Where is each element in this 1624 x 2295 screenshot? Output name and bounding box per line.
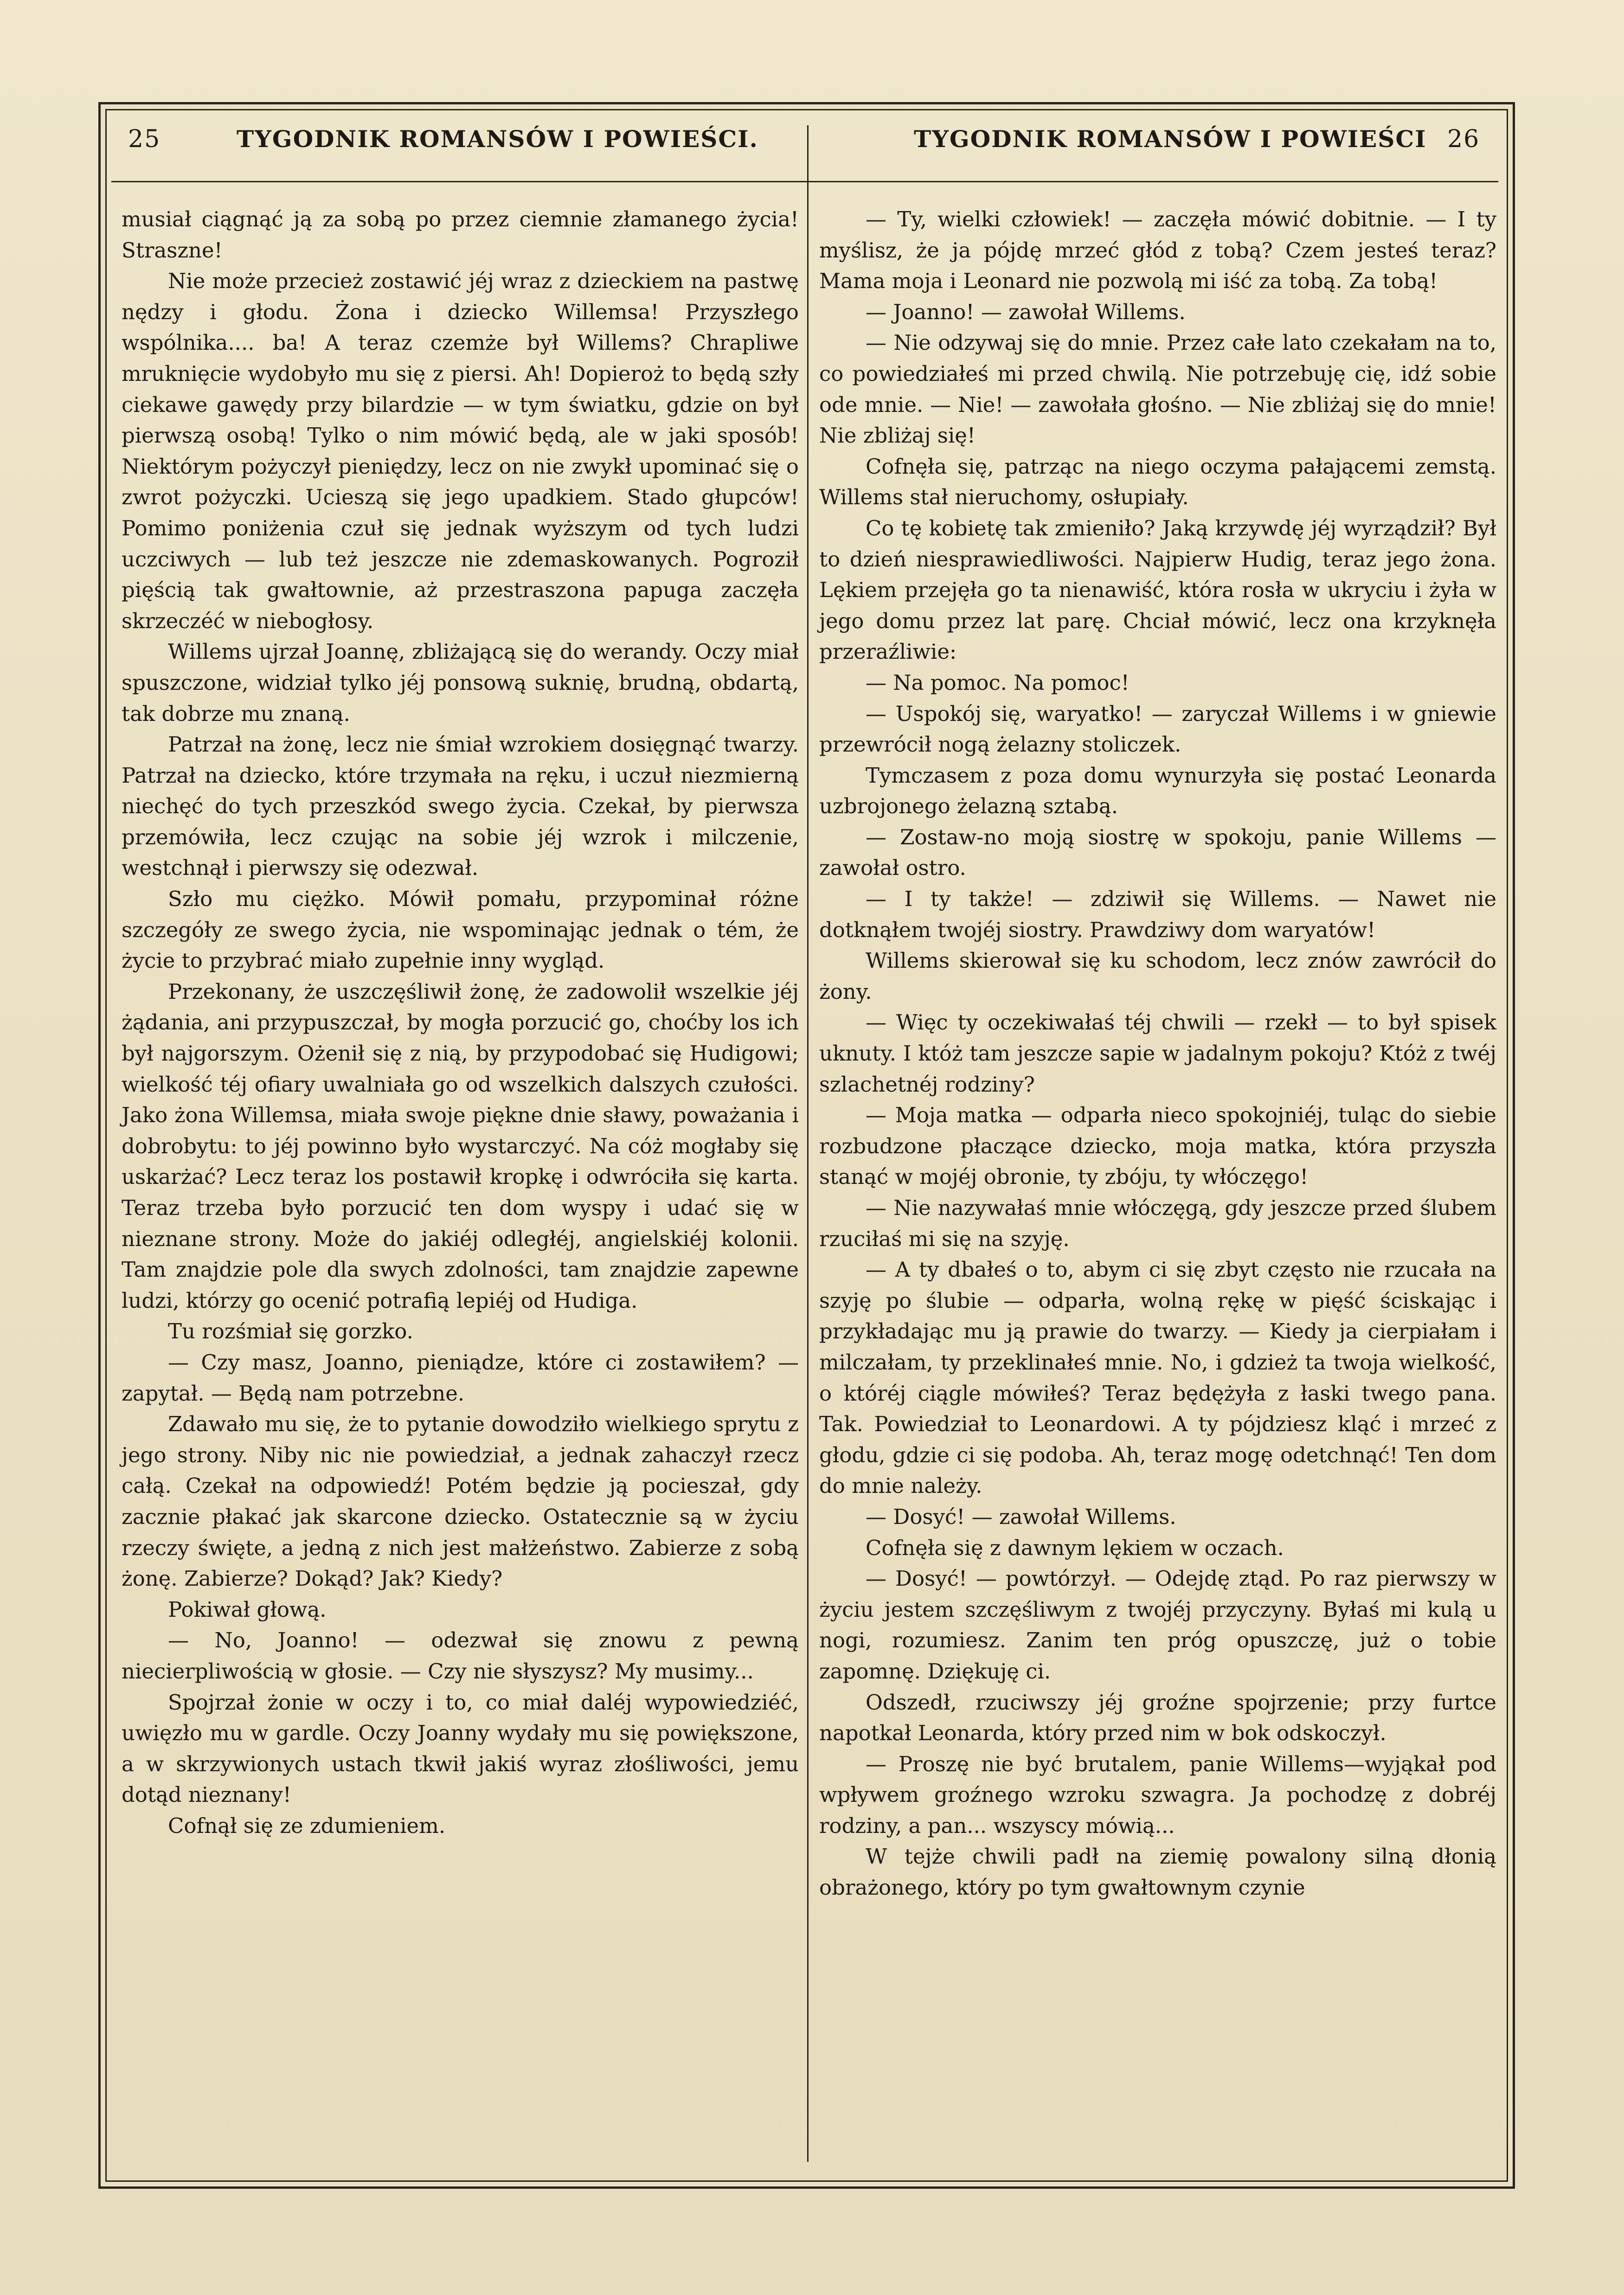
paragraph: — Dosyć! — zawołał Willems. — [866, 1504, 1176, 1529]
paragraph: — Moja matka — odparła nieco spokojniéj, tuląc do siebie rozbudzone płaczące dziecko, moja matka, która przyszła stanąć w mojéj obronie, ty zbóju, ty włóczęgo! — [819, 1103, 1496, 1189]
right-page-number: 26 — [1447, 125, 1480, 153]
paragraph: — Więc ty oczekiwałaś téj chwili — rzekł — to był spisek uknuty. I któż tam jeszcze sapie w jadalnym pokoju? Któż z twéj szlachetnéj rodziny? — [819, 1010, 1496, 1097]
left-running-title: TYGODNIK ROMANSÓW I POWIEŚCI. — [237, 125, 758, 153]
paragraph: — Zostaw-no moją siostrę w spokoju, panie Willems — zawołał ostro. — [819, 824, 1496, 881]
paragraph: Willems ujrzał Joannę, zbliżającą się do werandy. Oczy miał spuszczone, widział tylko jéj ponsową suknię, brudną, obdartą, tak dobrze mu znaną. — [122, 639, 799, 726]
paragraph: — No, Joanno! — odezwał się znowu z pewną niecierpliwością w głosie. — Czy nie słyszysz? My musimy... — [122, 1628, 799, 1684]
paragraph: Cofnęła się, patrząc na niego oczyma pałającemi zemstą. Willems stał nieruchomy, osłupiały. — [819, 454, 1496, 510]
paragraph: Willems skierował się ku schodom, lecz znów zawrócił do żony. — [819, 948, 1496, 1004]
page-header — [98, 125, 1513, 181]
left-column — [122, 204, 799, 1841]
paragraph: Patrzał na żonę, lecz nie śmiał wzrokiem dosięgnąć twarzy. Patrzał na dziecko, które trzymała na ręku, i uczuł niezmierną niechęć do tych przeszkód swego życia. Czekał, by pierwsza przemówiła, lecz czując na sobie jéj wzrok i milczenie, westchnął i pierwszy się odezwał. — [122, 732, 799, 881]
paragraph: musiał ciągnąć ją za sobą po przez ciemnie złamanego życia! Straszne! — [122, 207, 799, 263]
right-column — [819, 204, 1496, 1903]
right-running-title: TYGODNIK ROMANSÓW I POWIEŚCI — [914, 125, 1427, 153]
paragraph: — Dosyć! — powtórzył. — Odejdę ztąd. Po raz pierwszy w życiu jestem szczęśliwym z twojéj przyczyny. Byłaś mi kulą u nogi, rozumiesz. Zanim ten próg opuszczę, już o tobie zapomnę. Dziękuję ci. — [819, 1566, 1496, 1684]
paragraph: Zdawało mu się, że to pytanie dowodziło wielkiego sprytu z jego strony. Niby nic nie powiedział, a jednak zahaczył rzecz całą. Czekał na odpowiedź! Potém będzie ją pocieszał, gdy zacznie płakać jak skarcone dziecko. Ostatecznie są w życiu rzeczy święte, a jedną z nich jest małżeństwo. Zabierze z sobą żonę. Zabierze? Dokąd? Jak? Kiedy? — [122, 1412, 799, 1591]
paragraph: — Nie odzywaj się do mnie. Przez całe lato czekałam na to, co powiedziałeś mi przed chwilą. Nie potrzebuję cię, idź sobie ode mnie. — Nie! — zawołała głośno. — Nie zbliżaj się do mnie! Nie zbliżaj się! — [819, 330, 1496, 448]
paragraph: — A ty dbałeś o to, abym ci się zbyt często nie rzucała na szyję po ślubie — odparła, wolną rękę w pięść ściskając i przykładając mu ją prawie do twarzy. — Kiedy ja cierpiałam i milczałam, ty przeklinałeś mnie. No, i gdzież ta twoja wielkość, o któréj ciągle mówiłeś? Teraz będężyła z łaski twego pana. Tak. Powiedział to Leonardowi. A ty pójdziesz kląć i mrzeć z głodu, gdzie ci się podoba. Ah, teraz mogę odetchnąć! Ten dom do mnie należy. — [819, 1257, 1496, 1498]
paragraph: — Uspokój się, waryatko! — zaryczał Willems i w gniewie przewrócił nogą żelazny stoliczek. — [819, 701, 1496, 757]
paragraph: Tymczasem z poza domu wynurzyła się postać Leonarda uzbrojonego żelazną sztabą. — [819, 763, 1496, 819]
header-rule — [111, 181, 1498, 182]
paragraph: — Na pomoc. Na pomoc! — [866, 670, 1130, 695]
paragraph: W tejże chwili padł na ziemię powalony silną dłonią obrażonego, który po tym gwałtownym czynie — [819, 1844, 1496, 1900]
paragraph: Cofnęła się z dawnym lękiem w oczach. — [866, 1535, 1284, 1560]
paragraph: — Ty, wielki człowiek! — zaczęła mówić dobitnie. — I ty myślisz, że ja pójdę mrzeć głód z tobą? Czem jesteś teraz? Mama moja i Leonard nie pozwolą mi iść za tobą. Za tobą! — [819, 207, 1496, 294]
left-page-number: 25 — [128, 125, 161, 153]
paragraph: Cofnął się ze zdumieniem. — [168, 1813, 446, 1838]
paragraph: — Proszę nie być brutalem, panie Willems—wyjąkał pod wpływem groźnego wzroku szwagra. Ja pochodzę z dobréj rodziny, a pan... wszyscy mówią... — [819, 1751, 1496, 1838]
paragraph: Szło mu ciężko. Mówił pomału, przypominał różne szczegóły ze swego życia, nie wspominając jednak o tém, że życie to przybrać miało zupełnie inny wygląd. — [122, 887, 799, 973]
paragraph: — Czy masz, Joanno, pieniądze, które ci zostawiłem? — zapytał. — Będą nam potrzebne. — [122, 1350, 799, 1406]
paragraph: — Nie nazywałaś mnie włóczęgą, gdy jeszcze przed ślubem rzuciłaś mi się na szyję. — [819, 1196, 1496, 1251]
column-divider — [807, 125, 809, 2162]
paragraph: Nie może przecież zostawić jéj wraz z dzieckiem na pastwę nędzy i głodu. Żona i dziecko Willemsa! Przyszłego wspólnika.... ba! A teraz czemże był Willems? Chrapliwe mruknięcie wydobyło mu się z piersi. Ah! Dopieroż to będą szły ciekawe gawędy przy bilardzie — w tym światku, gdzie on był pierwszą osobą! Tylko o nim mówić będą, ale w jaki sposób! Niektórym pożyczył pieniędzy, lecz on nie zwykł upominać się o zwrot pożyczki. Ucieszą się jego upadkiem. Stado głupców! Pomimo poniżenia czuł się jednak wyższym od tych ludzi uczciwych — lub też jeszcze nie zdemaskowanych. Pogroził pięścią tak gwałtownie, aż przestraszona papuga zaczęła skrzeczéć w niebogłosy. — [122, 269, 799, 633]
paragraph: Odszedł, rzuciwszy jéj groźne spojrzenie; przy furtce napotkał Leonarda, który przed nim w bok odskoczył. — [819, 1690, 1496, 1746]
paragraph: Co tę kobietę tak zmieniło? Jaką krzywdę jéj wyrządził? Był to dzień niesprawiedliwości. Najpierw Hudig, teraz jego żona. Lękiem przejęła go ta nienawiść, która rosła w ukryciu i żyła w jego domu przez lat parę. Chciał mówić, lecz ona krzyknęła przeraźliwie: — [819, 515, 1496, 664]
paragraph: — I ty także! — zdziwił się Willems. — Nawet nie dotknąłem twojéj siostry. Prawdziwy dom waryatów! — [819, 887, 1496, 942]
paragraph: Pokiwał głową. — [168, 1597, 327, 1622]
paragraph: Przekonany, że uszczęśliwił żonę, że zadowolił wszelkie jéj żądania, ani przypuszczał, by mogła porzucić go, choćby los ich był najgorszym. Ożenił się z nią, by przypodobać się Hudigowi; wielkość téj ofiary uwalniała go od wszelkich dalszych czułości. Jako żona Willemsa, miała swoje piękne dnie sławy, poważania i dobrobytu: to jéj powinno było wystarczyć. Na cóż mogłaby się uskarżać? Lecz teraz los postawił kropkę i odwróciła się karta. Teraz trzeba było porzucić ten dom wyspy i udać się w nieznane strony. Może do jakiéj odległéj, angielskiéj kolonii. Tam znajdzie pole dla swych zdolności, tam znajdzie zapewne ludzi, którzy go ocenić potrafią lepiéj od Hudiga. — [122, 979, 799, 1313]
paragraph: — Joanno! — zawołał Willems. — [866, 299, 1186, 324]
paragraph: Tu rozśmiał się gorzko. — [168, 1319, 413, 1344]
paragraph: Spojrzał żonie w oczy i to, co miał daléj wypowiedziéć, uwięzło mu w gardle. Oczy Joanny wydały mu się powiększone, a w skrzywionych ustach tkwił jakiś wyraz złośliwości, jemu dotąd nieznany! — [122, 1690, 799, 1807]
